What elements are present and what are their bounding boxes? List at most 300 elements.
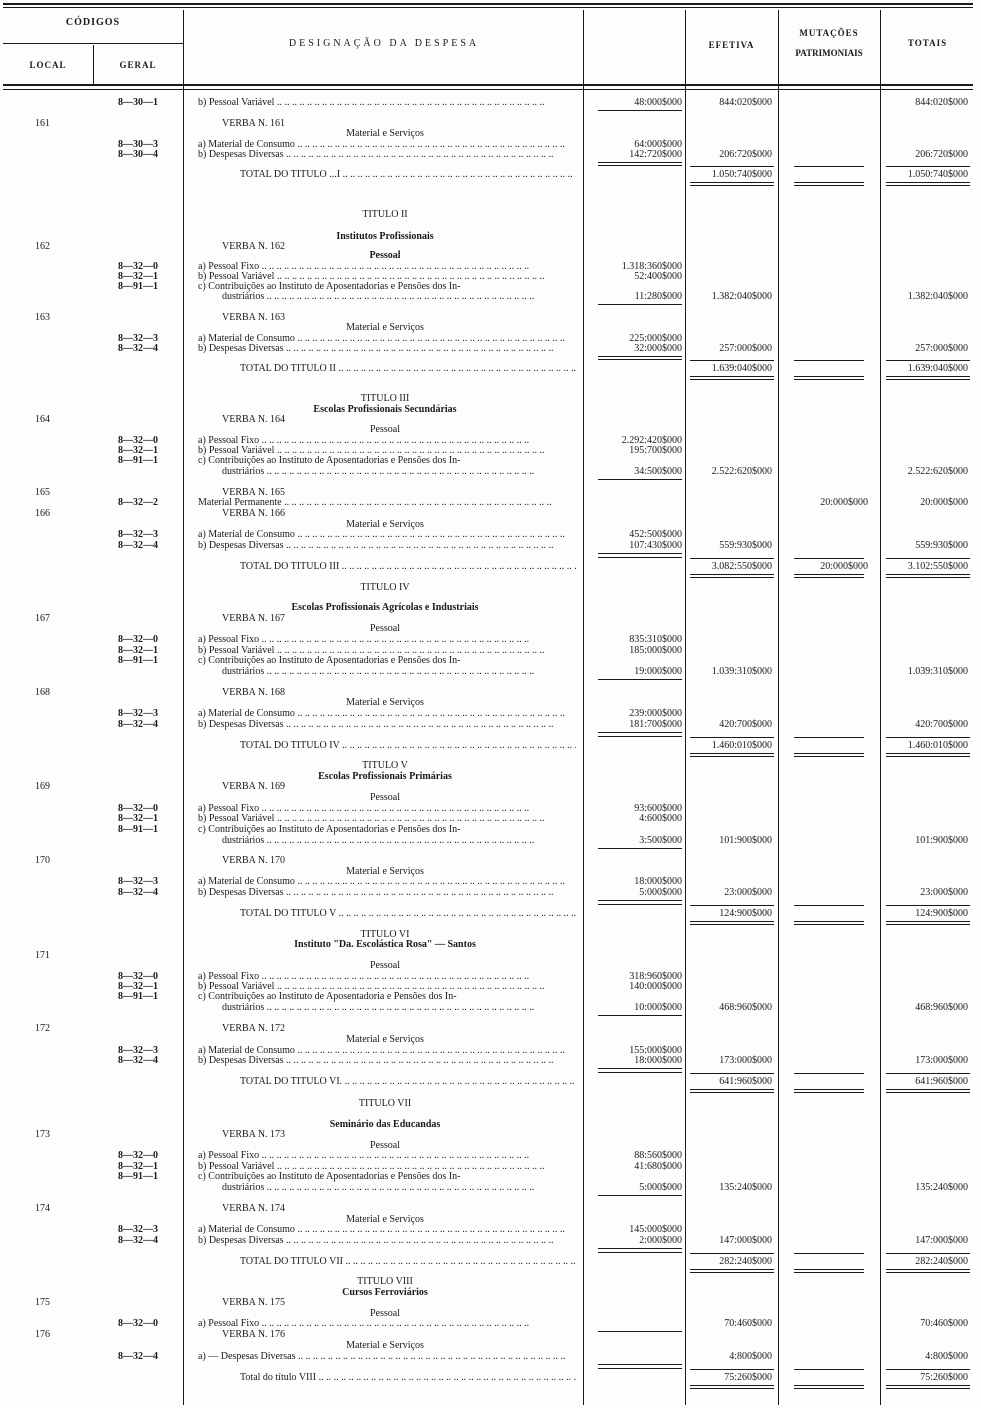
efetiva-rule bbox=[690, 1385, 774, 1386]
value-rule bbox=[598, 557, 682, 558]
expense-description: VERBA N. 174 bbox=[222, 1203, 286, 1214]
item-value: 107:430$000 bbox=[629, 540, 682, 551]
code-geral: 8—32—0 bbox=[118, 971, 158, 982]
total-rule bbox=[886, 360, 970, 361]
subtotal-rule bbox=[598, 732, 682, 733]
code-local: 165 bbox=[35, 487, 50, 498]
item-value: 318:960$000 bbox=[629, 971, 682, 982]
code-local: 163 bbox=[35, 312, 50, 323]
code-local: 174 bbox=[35, 1203, 50, 1214]
efetiva-rule bbox=[690, 1092, 774, 1093]
expense-description: a) Pessoal Fixo .. .. bbox=[198, 1318, 576, 1329]
mutacoes-rule bbox=[794, 1253, 864, 1254]
total-value: 641:960$000 bbox=[915, 1076, 968, 1087]
code-geral: 8—32—0 bbox=[118, 1150, 158, 1161]
efetiva-value: 1.460:010$000 bbox=[711, 740, 772, 751]
expense-description: c) Contribuições ao Instituto de Aposentadorias e Pensões dos In- bbox=[198, 655, 461, 666]
efetiva-value: 206:720$000 bbox=[719, 149, 772, 160]
expense-description: VERBA N. 167 bbox=[222, 613, 286, 624]
total-label: TOTAL DO TITULO V .. .. bbox=[240, 908, 576, 919]
value-rule bbox=[598, 359, 682, 360]
code-geral: 8—32—0 bbox=[118, 435, 158, 446]
code-geral: 8—91—1 bbox=[118, 655, 158, 666]
code-geral: 8—32—1 bbox=[118, 1161, 158, 1172]
mutacoes-rule bbox=[794, 737, 864, 738]
expense-description: b) Despesas Diversas .. .. bbox=[198, 1055, 576, 1066]
total-rule bbox=[886, 1073, 970, 1074]
expense-description: dustriários .. .. bbox=[222, 835, 576, 846]
expense-description: Institutos Profissionais bbox=[336, 231, 434, 242]
header-rule-thin bbox=[3, 89, 973, 90]
mutacoes-rule bbox=[794, 1388, 864, 1389]
subtotal-rule bbox=[598, 1364, 682, 1365]
mutacoes-rule bbox=[794, 1369, 864, 1370]
mutacoes-rule bbox=[794, 1269, 864, 1270]
expense-description: dustriários .. .. bbox=[222, 1182, 576, 1193]
expense-description: a) Material de Consumo .. .. bbox=[198, 529, 576, 540]
expense-description: Pessoal bbox=[370, 960, 400, 971]
expense-description: b) Pessoal Variável .. .. bbox=[198, 813, 576, 824]
total-value: 844:020$000 bbox=[915, 97, 968, 108]
item-value: 18:000$000 bbox=[634, 1055, 682, 1066]
expense-description: c) Contribuições ao Instituto de Aposentadorias e Pensões dos In- bbox=[198, 281, 461, 292]
expense-description: VERBA N. 173 bbox=[222, 1129, 286, 1140]
efetiva-rule bbox=[690, 1272, 774, 1273]
item-value: 452:500$000 bbox=[629, 529, 682, 540]
expense-description: VERBA N. 164 bbox=[222, 414, 286, 425]
total-rule bbox=[886, 1369, 970, 1370]
expense-description: VERBA N. 169 bbox=[222, 781, 286, 792]
item-value: 140:000$000 bbox=[629, 981, 682, 992]
code-geral: 8—32—3 bbox=[118, 529, 158, 540]
item-value: 2.292:420$000 bbox=[621, 435, 682, 446]
total-label: TOTAL DO TITULO ...I .. .. bbox=[240, 169, 576, 180]
mutacoes-rule bbox=[794, 1385, 864, 1386]
total-rule bbox=[886, 166, 970, 167]
efetiva-rule bbox=[690, 924, 774, 925]
code-local: 171 bbox=[35, 950, 50, 961]
subtotal-rule bbox=[598, 304, 682, 305]
expense-description: TITULO VII bbox=[358, 1098, 412, 1109]
expense-description: Material e Serviços bbox=[346, 322, 424, 333]
code-geral: 8—32—3 bbox=[118, 708, 158, 719]
item-value: 155:000$000 bbox=[629, 1045, 682, 1056]
total-rule bbox=[886, 185, 970, 186]
item-value: 835:310$000 bbox=[629, 634, 682, 645]
total-rule bbox=[886, 921, 970, 922]
efetiva-rule bbox=[690, 1369, 774, 1370]
top-rule bbox=[3, 3, 973, 5]
efetiva-value: 641:960$000 bbox=[719, 1076, 772, 1087]
expense-description: dustriários .. .. bbox=[222, 1002, 576, 1013]
expense-description: b) Pessoal Variável .. .. bbox=[198, 97, 576, 108]
expense-description: Material e Serviços bbox=[346, 1340, 424, 1351]
mutacoes-rule bbox=[794, 185, 864, 186]
expense-description: a) Pessoal Fixo .. .. bbox=[198, 803, 576, 814]
expense-description: a) Material de Consumo .. .. bbox=[198, 1224, 576, 1235]
expense-description: b) Despesas Diversas .. .. bbox=[198, 719, 576, 730]
expense-description: TITULO VIII bbox=[357, 1276, 413, 1287]
col-rule-geral bbox=[183, 10, 184, 1405]
item-value: 4:600$000 bbox=[639, 813, 682, 824]
subtotal-rule bbox=[598, 110, 682, 111]
efetiva-rule bbox=[690, 360, 774, 361]
code-geral: 8—32—4 bbox=[118, 540, 158, 551]
mutacoes-rule bbox=[794, 376, 864, 377]
total-value: 124:900$000 bbox=[915, 908, 968, 919]
expense-description: VERBA N. 170 bbox=[222, 855, 286, 866]
code-local: 169 bbox=[35, 781, 50, 792]
total-value: 3.102:550$000 bbox=[907, 561, 968, 572]
expense-description: VERBA N. 172 bbox=[222, 1023, 286, 1034]
item-value: 10:000$000 bbox=[634, 1002, 682, 1013]
total-value: 1.039:310$000 bbox=[907, 666, 968, 677]
item-value: 93:600$000 bbox=[634, 803, 682, 814]
code-local: 161 bbox=[35, 118, 50, 129]
code-local: 172 bbox=[35, 1023, 50, 1034]
efetiva-rule bbox=[690, 574, 774, 575]
expense-description: VERBA N. 168 bbox=[222, 687, 286, 698]
expense-description: dustriários .. .. bbox=[222, 466, 576, 477]
total-label: TOTAL DO TITULO VI. .. .. bbox=[240, 1076, 576, 1087]
total-rule bbox=[886, 753, 970, 754]
header-local: LOCAL bbox=[29, 60, 67, 70]
total-rule bbox=[886, 1272, 970, 1273]
expense-description: Material e Serviços bbox=[346, 1214, 424, 1225]
efetiva-rule bbox=[690, 921, 774, 922]
total-value: 257:000$000 bbox=[915, 343, 968, 354]
total-rule bbox=[886, 379, 970, 380]
code-geral: 8—32—4 bbox=[118, 1235, 158, 1246]
total-value: 135:240$000 bbox=[915, 1182, 968, 1193]
mutacoes-rule bbox=[794, 166, 864, 167]
subtotal-rule bbox=[598, 356, 682, 357]
code-geral: 8—91—1 bbox=[118, 281, 158, 292]
expense-description: a) Pessoal Fixo .. .. bbox=[198, 634, 576, 645]
expense-description: b) Despesas Diversas .. .. bbox=[198, 1235, 576, 1246]
efetiva-rule bbox=[690, 737, 774, 738]
efetiva-value: 173:000$000 bbox=[719, 1055, 772, 1066]
efetiva-rule bbox=[690, 1253, 774, 1254]
efetiva-value: 257:000$000 bbox=[719, 343, 772, 354]
code-geral: 8—32—1 bbox=[118, 271, 158, 282]
col-rule-efetiva bbox=[778, 10, 779, 1405]
item-value: 3:500$000 bbox=[639, 835, 682, 846]
mutacoes-rule bbox=[794, 905, 864, 906]
efetiva-value: 468:960$000 bbox=[719, 1002, 772, 1013]
code-geral: 8—32—4 bbox=[118, 1351, 158, 1362]
expense-description: TITULO III bbox=[360, 393, 410, 404]
expense-description: c) Contribuições ao Instituto de Aposentadorias e Pensões dos In- bbox=[198, 455, 461, 466]
expense-description: TITULO II bbox=[362, 209, 408, 220]
efetiva-rule bbox=[690, 1388, 774, 1389]
item-value: 34:500$000 bbox=[634, 466, 682, 477]
code-geral: 8—32—4 bbox=[118, 887, 158, 898]
total-rule bbox=[886, 1269, 970, 1270]
expense-description: b) Pessoal Variável .. .. bbox=[198, 271, 576, 282]
expense-description: c) Contribuições ao Instituto de Aposentadorias e Pensões dos In- bbox=[198, 824, 461, 835]
expense-description: Escolas Profissionais Primárias bbox=[318, 771, 452, 782]
efetiva-value: 844:020$000 bbox=[719, 97, 772, 108]
mutacoes-rule bbox=[794, 1089, 864, 1090]
expense-description: Pessoal bbox=[370, 424, 400, 435]
expense-description: TITULO V bbox=[362, 760, 408, 771]
total-value: 282:240$000 bbox=[915, 1256, 968, 1267]
subtotal-rule bbox=[598, 1015, 682, 1016]
code-geral: 8—32—4 bbox=[118, 719, 158, 730]
mutacoes-rule bbox=[794, 360, 864, 361]
total-rule bbox=[886, 1089, 970, 1090]
value-rule bbox=[598, 1072, 682, 1073]
code-geral: 8—91—1 bbox=[118, 1171, 158, 1182]
item-value: 32:000$000 bbox=[634, 343, 682, 354]
expense-description: TITULO IV bbox=[360, 582, 410, 593]
expense-description: b) Despesas Diversas .. .. bbox=[198, 887, 576, 898]
efetiva-value: 101:900$000 bbox=[719, 835, 772, 846]
mutacoes-rule bbox=[794, 577, 864, 578]
code-local: 162 bbox=[35, 241, 50, 252]
code-geral: 8—32—3 bbox=[118, 1224, 158, 1235]
mutacoes-rule bbox=[794, 1073, 864, 1074]
expense-description: Material e Serviços bbox=[346, 128, 424, 139]
code-geral: 8—32—4 bbox=[118, 1055, 158, 1066]
subtotal-rule bbox=[598, 553, 682, 554]
total-value: 4:800$000 bbox=[925, 1351, 968, 1362]
efetiva-rule bbox=[690, 1089, 774, 1090]
expense-description: Material Permanente .. .. bbox=[198, 497, 576, 508]
expense-description: b) Pessoal Variável .. .. bbox=[198, 645, 576, 656]
code-geral: 8—32—4 bbox=[118, 343, 158, 354]
subtotal-rule bbox=[598, 1331, 682, 1332]
expense-description: Material e Serviços bbox=[346, 1034, 424, 1045]
code-geral: 8—30—3 bbox=[118, 139, 158, 150]
efetiva-rule bbox=[690, 577, 774, 578]
header-codigos: CÓDIGOS bbox=[65, 17, 121, 28]
total-value: 1.382:040$000 bbox=[907, 291, 968, 302]
item-value: 19:000$000 bbox=[634, 666, 682, 677]
header-geral: GERAL bbox=[119, 60, 157, 70]
header-patrimoniais: PATRIMONIAIS bbox=[795, 48, 863, 58]
item-value: 64:000$000 bbox=[634, 139, 682, 150]
mutacoes-value: 20:000$000 bbox=[820, 497, 868, 508]
total-rule bbox=[886, 756, 970, 757]
total-value: 70:460$000 bbox=[920, 1318, 968, 1329]
total-value: 1.050:740$000 bbox=[907, 169, 968, 180]
expense-description: a) Material de Consumo .. .. bbox=[198, 139, 576, 150]
efetiva-rule bbox=[690, 753, 774, 754]
total-label: Total do título VIII .. .. bbox=[240, 1372, 576, 1383]
efetiva-value: 124:900$000 bbox=[719, 908, 772, 919]
expense-description: Pessoal bbox=[370, 623, 400, 634]
expense-description: VERBA N. 163 bbox=[222, 312, 286, 323]
mutacoes-rule bbox=[794, 921, 864, 922]
expense-description: b) Despesas Diversas .. .. bbox=[198, 149, 576, 160]
total-rule bbox=[886, 1385, 970, 1386]
efetiva-value: 147:000$000 bbox=[719, 1235, 772, 1246]
total-label: TOTAL DO TITULO II .. .. bbox=[240, 363, 576, 374]
mutacoes-rule bbox=[794, 182, 864, 183]
item-value: 52:400$000 bbox=[634, 271, 682, 282]
subtotal-rule bbox=[598, 848, 682, 849]
efetiva-value: 1.382:040$000 bbox=[711, 291, 772, 302]
code-local: 170 bbox=[35, 855, 50, 866]
code-geral: 8—32—1 bbox=[118, 445, 158, 456]
code-local: 167 bbox=[35, 613, 50, 624]
efetiva-rule bbox=[690, 182, 774, 183]
item-value: 145:000$000 bbox=[629, 1224, 682, 1235]
code-geral: 8—32—3 bbox=[118, 333, 158, 344]
efetiva-rule bbox=[690, 756, 774, 757]
total-rule bbox=[886, 1253, 970, 1254]
total-value: 1.639:040$000 bbox=[907, 363, 968, 374]
header-codigos-rule bbox=[3, 43, 183, 44]
expense-description: b) Despesas Diversas .. .. bbox=[198, 540, 576, 551]
expense-description: a) Material de Consumo .. .. bbox=[198, 1045, 576, 1056]
efetiva-rule bbox=[690, 1073, 774, 1074]
expense-description: b) Pessoal Variável .. .. bbox=[198, 445, 576, 456]
total-value: 2.522:620$000 bbox=[907, 466, 968, 477]
expense-description: VERBA N. 166 bbox=[222, 508, 286, 519]
efetiva-value: 2.522:620$000 bbox=[711, 466, 772, 477]
expense-description: b) Despesas Diversas .. .. bbox=[198, 343, 576, 354]
value-rule bbox=[598, 904, 682, 905]
item-value: 48:000$000 bbox=[634, 97, 682, 108]
code-geral: 8—91—1 bbox=[118, 991, 158, 1002]
expense-description: VERBA N. 165 bbox=[222, 487, 286, 498]
expense-description: dustriários .. .. bbox=[222, 666, 576, 677]
code-local: 166 bbox=[35, 508, 50, 519]
total-value: 173:000$000 bbox=[915, 1055, 968, 1066]
expense-description: b) Pessoal Variável .. .. bbox=[198, 981, 576, 992]
item-value: 239:000$000 bbox=[629, 708, 682, 719]
header-totais: TOTAIS bbox=[907, 38, 948, 48]
item-value: 225:000$000 bbox=[629, 333, 682, 344]
code-local: 176 bbox=[35, 1329, 50, 1340]
subtotal-rule bbox=[598, 162, 682, 163]
expense-description: VERBA N. 176 bbox=[222, 1329, 286, 1340]
expense-description: Pessoal bbox=[369, 250, 401, 261]
expense-description: Material e Serviços bbox=[346, 866, 424, 877]
col-rule-desc bbox=[583, 10, 584, 1405]
item-value: 41:680$000 bbox=[634, 1161, 682, 1172]
code-geral: 8—32—3 bbox=[118, 876, 158, 887]
code-geral: 8—91—1 bbox=[118, 455, 158, 466]
code-local: 168 bbox=[35, 687, 50, 698]
expense-description: Pessoal bbox=[370, 1308, 400, 1319]
code-geral: 8—32—3 bbox=[118, 1045, 158, 1056]
col-rule-local bbox=[93, 45, 94, 85]
item-value: 2:000$000 bbox=[639, 1235, 682, 1246]
total-label: TOTAL DO TITULO III .. .. bbox=[240, 561, 576, 572]
efetiva-value: 282:240$000 bbox=[719, 1256, 772, 1267]
header-mutacoes: MUTAÇÕES bbox=[799, 28, 859, 38]
efetiva-value: 23:000$000 bbox=[724, 887, 772, 898]
item-value: 195:700$000 bbox=[629, 445, 682, 456]
efetiva-rule bbox=[690, 1269, 774, 1270]
code-geral: 8—32—2 bbox=[118, 497, 158, 508]
expense-description: Escolas Profissionais Secundárias bbox=[313, 404, 457, 415]
efetiva-value: 3.082:550$000 bbox=[711, 561, 772, 572]
expense-description: Instituto "Da. Escolástica Rosa" — Santos bbox=[294, 939, 476, 950]
code-local: 164 bbox=[35, 414, 50, 425]
mutacoes-rule bbox=[794, 379, 864, 380]
value-rule bbox=[598, 1252, 682, 1253]
code-geral: 8—32—1 bbox=[118, 981, 158, 992]
expense-description: Cursos Ferroviários bbox=[342, 1287, 428, 1298]
expense-description: VERBA N. 175 bbox=[222, 1297, 286, 1308]
mutacoes-rule bbox=[794, 1272, 864, 1273]
efetiva-value: 1.039:310$000 bbox=[711, 666, 772, 677]
efetiva-rule bbox=[690, 166, 774, 167]
col-rule-mutacoes bbox=[880, 10, 881, 1405]
expense-description: a) Material de Consumo .. .. bbox=[198, 333, 576, 344]
total-value: 206:720$000 bbox=[915, 149, 968, 160]
efetiva-value: 70:460$000 bbox=[724, 1318, 772, 1329]
expense-description: a) Material de Consumo .. .. bbox=[198, 876, 576, 887]
total-value: 75:260$000 bbox=[920, 1372, 968, 1383]
item-value: 5:000$000 bbox=[639, 1182, 682, 1193]
col-rule-valores bbox=[685, 10, 686, 1405]
total-value: 1.460:010$000 bbox=[907, 740, 968, 751]
expense-description: a) Pessoal Fixo .. .. bbox=[198, 1150, 576, 1161]
efetiva-value: 135:240$000 bbox=[719, 1182, 772, 1193]
value-rule bbox=[598, 1368, 682, 1369]
expense-description: Pessoal bbox=[370, 1140, 400, 1151]
code-geral: 8—32—0 bbox=[118, 634, 158, 645]
expense-description: dustriários .. .. bbox=[222, 291, 576, 302]
total-rule bbox=[886, 924, 970, 925]
expense-description: a) Pessoal Fixo .. .. bbox=[198, 971, 576, 982]
item-value: 185:000$000 bbox=[629, 645, 682, 656]
expense-description: VERBA N. 162 bbox=[222, 241, 286, 252]
expense-description: VERBA N. 161 bbox=[222, 118, 286, 129]
total-rule bbox=[886, 905, 970, 906]
total-value: 23:000$000 bbox=[920, 887, 968, 898]
expense-description: c) Contribuições ao Instituto de Aposentadoria e Pensões dos In- bbox=[198, 991, 457, 1002]
efetiva-rule bbox=[690, 379, 774, 380]
item-value: 11:280$000 bbox=[634, 291, 682, 302]
expense-description: a) Pessoal Fixo .. .. bbox=[198, 435, 576, 446]
efetiva-rule bbox=[690, 905, 774, 906]
mutacoes-rule bbox=[794, 756, 864, 757]
expense-description: Pessoal bbox=[370, 792, 400, 803]
code-geral: 8—30—1 bbox=[118, 97, 158, 108]
total-label: TOTAL DO TITULO IV .. .. bbox=[240, 740, 576, 751]
expense-description: a) — Despesas Diversas .. .. bbox=[198, 1351, 576, 1362]
value-rule bbox=[598, 165, 682, 166]
header-designacao: DESIGNAÇÃO DA DESPESA bbox=[288, 38, 480, 49]
item-value: 181:700$000 bbox=[629, 719, 682, 730]
subtotal-rule bbox=[598, 900, 682, 901]
code-geral: 8—32—1 bbox=[118, 813, 158, 824]
efetiva-rule bbox=[690, 376, 774, 377]
mutacoes-rule bbox=[794, 558, 864, 559]
code-local: 173 bbox=[35, 1129, 50, 1140]
total-rule bbox=[886, 737, 970, 738]
subtotal-rule bbox=[598, 1195, 682, 1196]
expense-description: c) Contribuições ao Instituto de Aposentadorias e Pensões dos In- bbox=[198, 1171, 461, 1182]
expense-description: a) Pessoal Fixo .. .. bbox=[198, 261, 576, 272]
efetiva-value: 1.050:740$000 bbox=[711, 169, 772, 180]
total-rule bbox=[886, 574, 970, 575]
code-geral: 8—91—1 bbox=[118, 824, 158, 835]
efetiva-rule bbox=[690, 185, 774, 186]
efetiva-rule bbox=[690, 558, 774, 559]
expense-description: a) Material de Consumo .. .. bbox=[198, 708, 576, 719]
total-value: 147:000$000 bbox=[915, 1235, 968, 1246]
total-label: TOTAL DO TITULO VII .. .. bbox=[240, 1256, 576, 1267]
item-value: 142:720$000 bbox=[629, 149, 682, 160]
